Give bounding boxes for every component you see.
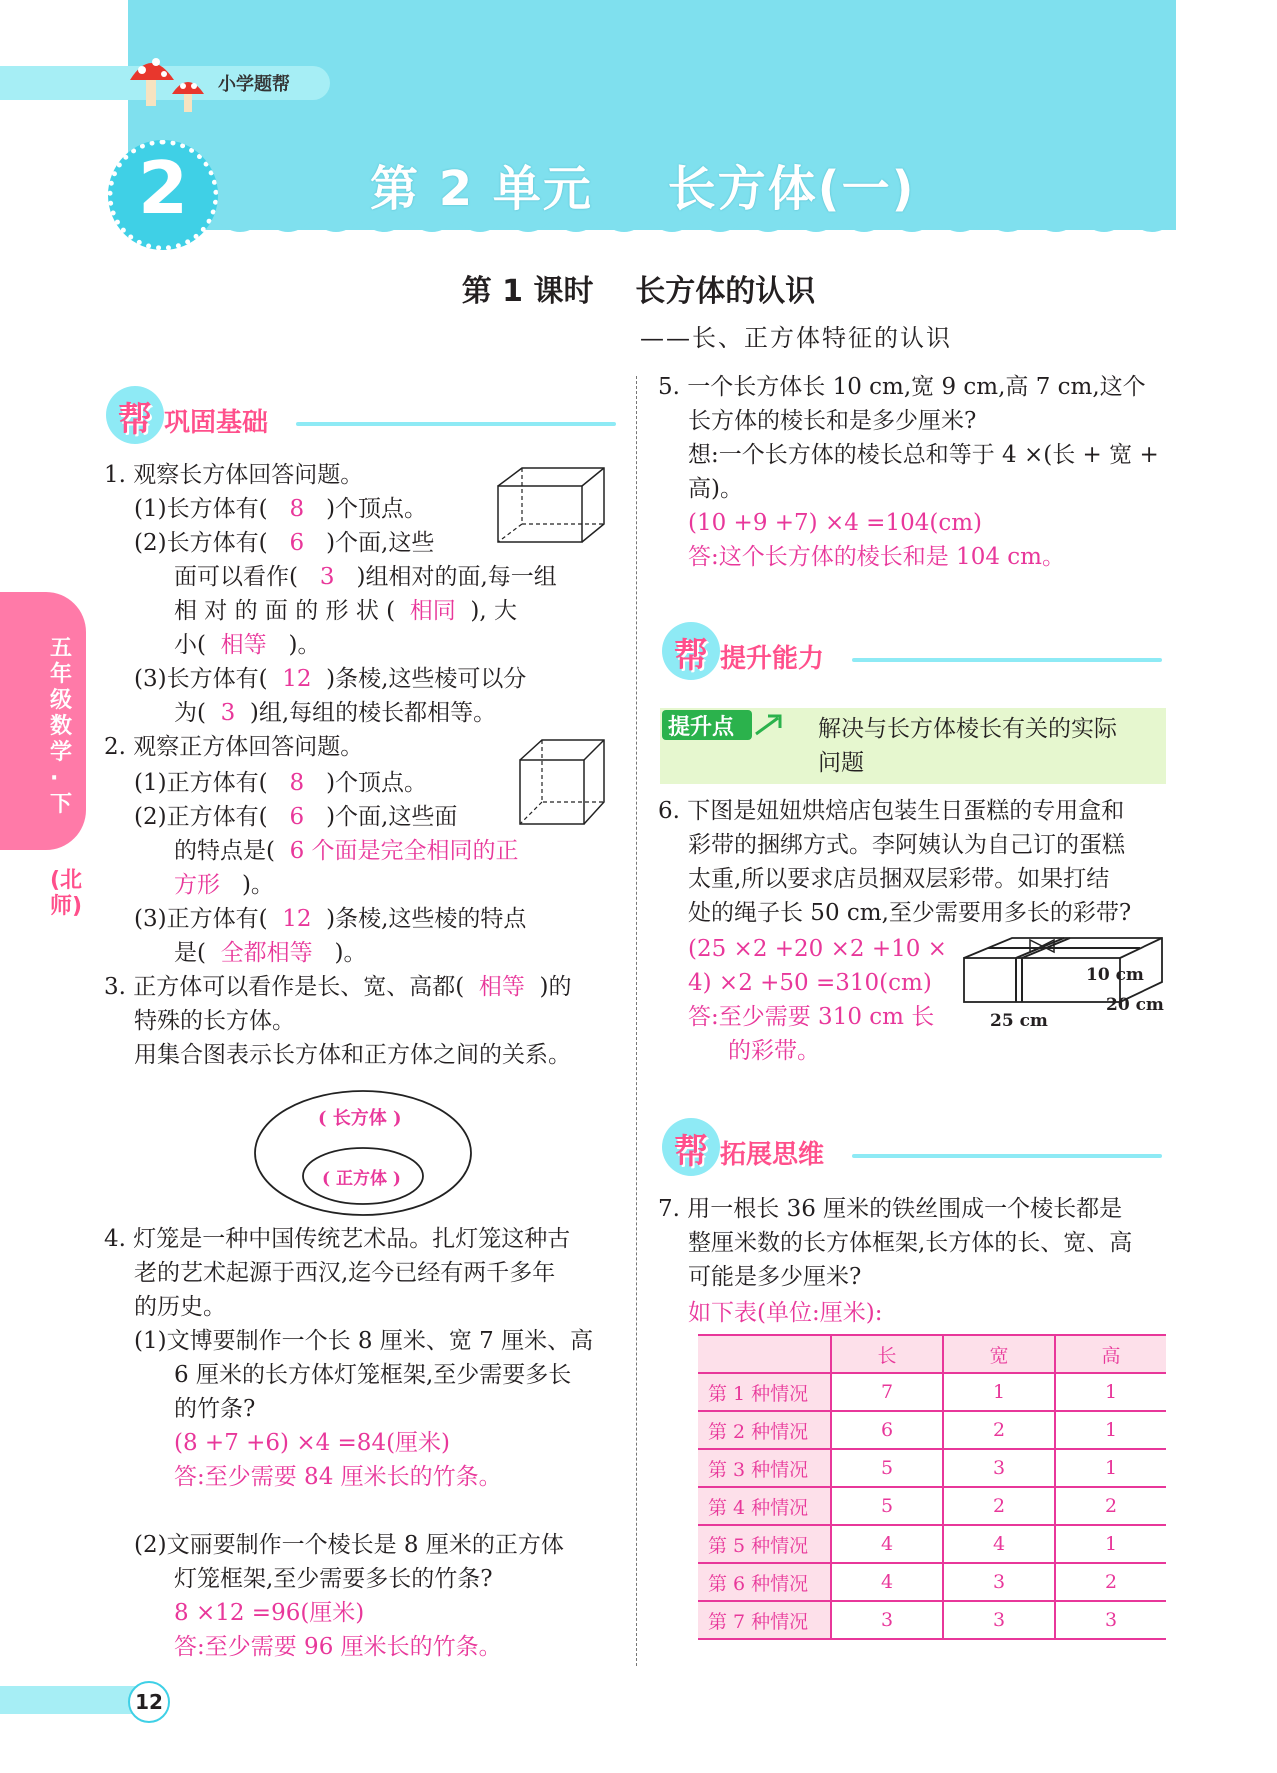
table-row — [698, 1449, 1166, 1487]
q1-line-6: (3)长方体有( 12 )条棱,这些棱可以分 — [134, 666, 527, 692]
q2-line-5: (3)正方体有( 12 )条棱,这些棱的特点 — [134, 906, 527, 932]
section-extend-heading — [662, 1118, 1172, 1178]
q7-line-1: 7. 用一根长 36 厘米的铁丝围成一个棱长都是 — [658, 1196, 1123, 1222]
table-cell: 6 — [831, 1411, 943, 1449]
unit-number: 2 — [137, 146, 189, 230]
set-outer-label: ( 长方体 ) — [318, 1108, 402, 1129]
table-cell: 1 — [1055, 1449, 1166, 1487]
table-row — [698, 1525, 1166, 1563]
q4-sub2-line-2: 灯笼框架,至少需要多长的竹条? — [174, 1566, 493, 1592]
table-cell: 2 — [943, 1487, 1055, 1525]
table-cell: 4 — [943, 1525, 1055, 1563]
q6-line-1: 6. 下图是妞妞烘焙店包装生日蛋糕的专用盒和 — [658, 798, 1125, 824]
table-row — [698, 1601, 1166, 1639]
section-rule — [852, 1154, 1162, 1158]
table-cell: 第 7 种情况 — [698, 1601, 831, 1639]
table-cell: 5 — [831, 1487, 943, 1525]
q7-answer-intro: 如下表(单位:厘米): — [688, 1300, 883, 1326]
bang-glyph: 帮 — [674, 636, 708, 676]
page-number: 12 — [128, 1681, 170, 1723]
section-basics-heading — [106, 386, 616, 446]
table-cell: 5 — [831, 1449, 943, 1487]
q4-sub2-answer-calc: 8 ×12 =96(厘米) — [174, 1600, 365, 1626]
table-header-cell: 长 — [831, 1335, 943, 1373]
tip-text-2: 问题 — [818, 750, 864, 776]
table-row — [698, 1487, 1166, 1525]
q2-line-1: (1)正方体有( 8 )个顶点。 — [134, 770, 428, 796]
arrow-icon — [752, 712, 786, 738]
table-cell: 1 — [1055, 1373, 1166, 1411]
q2-stem: 2. 观察正方体回答问题。 — [104, 734, 364, 760]
q1-line-3: 面可以看作( 3 )组相对的面,每一组 — [174, 564, 557, 590]
q5-answer-calc: (10 +9 +7) ×4 =104(cm) — [688, 510, 982, 536]
table-cell: 第 5 种情况 — [698, 1525, 831, 1563]
table-cell: 2 — [1055, 1563, 1166, 1601]
q2-line-2: (2)正方体有( 6 )个面,这些面 — [134, 804, 458, 830]
box-length-label: 25 cm — [990, 1011, 1048, 1031]
q4-sub1-answer-calc: (8 +7 +6) ×4 =84(厘米) — [174, 1430, 451, 1456]
q1-line-5: 小( 相等 )。 — [174, 632, 321, 658]
q4-sub1-answer: 答:至少需要 84 厘米长的竹条。 — [174, 1464, 502, 1490]
q4-line-2: 老的艺术起源于西汉,迄今已经有两千多年 — [134, 1260, 556, 1286]
lesson-subtitle: ——长、正方体特征的认识 — [640, 324, 952, 352]
section-rule — [296, 422, 616, 426]
table-cell: 7 — [831, 1373, 943, 1411]
q3-line-2: 特殊的长方体。 — [134, 1008, 295, 1034]
table-header-cell: 宽 — [943, 1335, 1055, 1373]
section-rule — [852, 658, 1162, 662]
q2-line-3: 的特点是( 6 个面是完全相同的正 — [174, 838, 519, 864]
q1-line-4: 相 对 的 面 的 形 状 ( 相同 ), 大 — [174, 598, 518, 624]
table-cell: 3 — [943, 1563, 1055, 1601]
q5-hint-2: 高)。 — [688, 476, 743, 502]
q3-line-3: 用集合图表示长方体和正方体之间的关系。 — [134, 1042, 571, 1068]
q2-line-6: 是( 全都相等 )。 — [174, 940, 367, 966]
tip-label: 提升点 — [668, 715, 735, 740]
table-cell: 3 — [943, 1601, 1055, 1639]
publisher-label: (北师) — [50, 868, 83, 919]
q6-answer-calc-1: (25 ×2 +20 ×2 +10 × — [688, 936, 947, 962]
q6-line-3: 太重,所以要求店员捆双层彩带。如果打结 — [688, 866, 1110, 892]
column-divider — [636, 376, 637, 1666]
table-header-cell: 高 — [1055, 1335, 1166, 1373]
q4-sub1-line-3: 的竹条? — [174, 1396, 256, 1422]
q6-answer-1: 答:至少需要 310 cm 长 — [688, 1004, 935, 1030]
q4-sub1-line-1: (1)文博要制作一个长 8 厘米、宽 7 厘米、高 — [134, 1328, 594, 1354]
table-header-cell — [698, 1335, 831, 1373]
q1-line-2: (2)长方体有( 6 )个面,这些 — [134, 530, 435, 556]
set-inner-label: ( 正方体 ) — [322, 1169, 401, 1189]
table-cell: 1 — [943, 1373, 1055, 1411]
table-cell: 3 — [831, 1601, 943, 1639]
q2-line-4: 方形 )。 — [174, 872, 274, 898]
q5-answer: 答:这个长方体的棱长和是 104 cm。 — [688, 544, 1065, 570]
section-title: 提升能力 — [720, 644, 825, 674]
q6-line-4: 处的绳子长 50 cm,至少需要用多长的彩带? — [688, 900, 1132, 926]
q3-line-1: 3. 正方体可以看作是长、宽、高都( 相等 )的 — [104, 974, 572, 1000]
q1-line-7: 为( 3 )组,每组的棱长都相等。 — [174, 700, 497, 726]
q1-stem: 1. 观察长方体回答问题。 — [104, 462, 364, 488]
table-cell: 第 1 种情况 — [698, 1373, 831, 1411]
q5-line-1: 5. 一个长方体长 10 cm,宽 9 cm,高 7 cm,这个 — [658, 374, 1146, 400]
q6-answer-2: 的彩带。 — [728, 1038, 820, 1064]
table-cell: 第 2 种情况 — [698, 1411, 831, 1449]
q1-line-1: (1)长方体有( 8 )个顶点。 — [134, 496, 428, 522]
table-row — [698, 1411, 1166, 1449]
q4-sub2-answer: 答:至少需要 96 厘米长的竹条。 — [174, 1634, 502, 1660]
table-cell: 4 — [831, 1525, 943, 1563]
unit-title: 第 2 单元 长方体(一) — [370, 161, 916, 217]
section-title: 巩固基础 — [164, 408, 269, 438]
table-header-row — [698, 1335, 1166, 1373]
table-cell: 3 — [943, 1449, 1055, 1487]
q5-line-2: 长方体的棱长和是多少厘米? — [688, 408, 977, 434]
q7-line-2: 整厘米数的长方体框架,长方体的长、宽、高 — [688, 1230, 1133, 1256]
cube-figure — [518, 738, 608, 826]
box-height-label: 10 cm — [1086, 965, 1144, 985]
q6-answer-calc-2: 4) ×2 +50 =310(cm) — [688, 970, 932, 996]
table-cell: 2 — [1055, 1487, 1166, 1525]
table-cell: 第 4 种情况 — [698, 1487, 831, 1525]
bang-glyph: 帮 — [118, 400, 152, 440]
table-cell: 2 — [943, 1411, 1055, 1449]
table-cell: 4 — [831, 1563, 943, 1601]
q6-line-2: 彩带的捆绑方式。李阿姨认为自己订的蛋糕 — [688, 832, 1125, 858]
table-cell: 3 — [1055, 1601, 1166, 1639]
brand-name: 小学题帮 — [218, 74, 290, 95]
mushroom-logo-icon — [128, 46, 214, 118]
section-title: 拓展思维 — [720, 1140, 825, 1170]
answer-table — [698, 1334, 1166, 1640]
tip-text-1: 解决与长方体棱长有关的实际 — [818, 716, 1117, 742]
box-width-label: 20 cm — [1106, 995, 1164, 1015]
table-cell: 1 — [1055, 1525, 1166, 1563]
table-row — [698, 1563, 1166, 1601]
lesson-title: 第 1 课时 长方体的认识 — [461, 274, 816, 309]
q4-sub1-line-2: 6 厘米的长方体灯笼框架,至少需要多长 — [174, 1362, 572, 1388]
q4-line-1: 4. 灯笼是一种中国传统艺术品。扎灯笼这种古 — [104, 1226, 571, 1252]
q5-hint: 想:一个长方体的棱长总和等于 4 ×(长 + 宽 + — [688, 442, 1159, 468]
grade-label: 五年级数学·下 — [50, 636, 73, 817]
cuboid-figure — [496, 464, 608, 548]
table-row — [698, 1373, 1166, 1411]
bang-glyph: 帮 — [674, 1132, 708, 1172]
q7-line-3: 可能是多少厘米? — [688, 1264, 862, 1290]
table-cell: 1 — [1055, 1411, 1166, 1449]
q4-line-3: 的历史。 — [134, 1294, 226, 1320]
q4-sub2-line-1: (2)文丽要制作一个棱长是 8 厘米的正方体 — [134, 1532, 564, 1558]
table-cell: 第 6 种情况 — [698, 1563, 831, 1601]
section-ability-heading — [662, 622, 1172, 682]
table-cell: 第 3 种情况 — [698, 1449, 831, 1487]
